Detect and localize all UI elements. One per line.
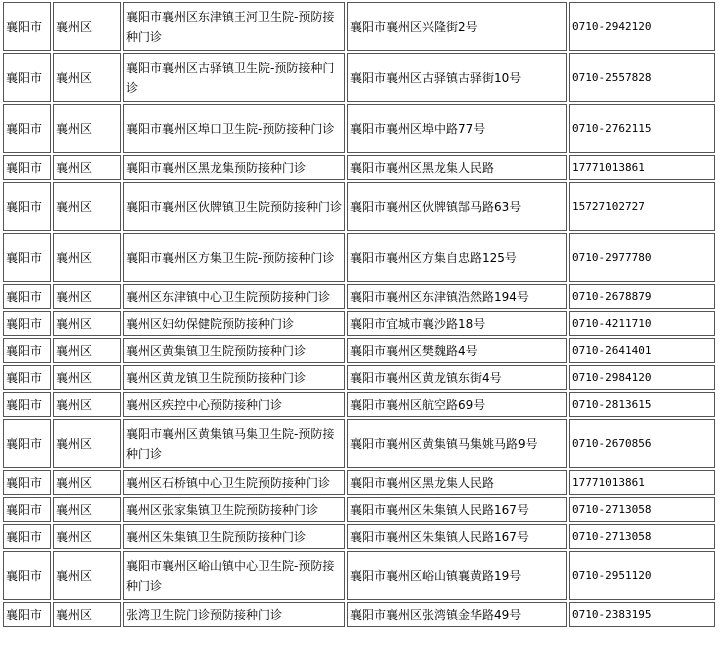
city-cell: 襄阳市 (3, 551, 51, 600)
phone-cell: 0710-2713058 (569, 524, 715, 549)
address-cell: 襄阳市襄州区黑龙集人民路 (347, 155, 567, 180)
phone-cell: 0710-2713058 (569, 497, 715, 522)
clinic-name-cell: 襄阳市襄州区古驿镇卫生院-预防接种门诊 (123, 53, 345, 102)
table-row (3, 419, 715, 468)
clinic-name-cell: 张湾卫生院门诊预防接种门诊 (123, 602, 345, 627)
clinic-name-cell: 襄阳市襄州区东津镇王河卫生院-预防接种门诊 (123, 2, 345, 51)
table-row (3, 104, 715, 153)
table-row (3, 365, 715, 390)
clinic-name-cell: 襄州区朱集镇卫生院预防接种门诊 (123, 524, 345, 549)
district-cell: 襄州区 (53, 392, 121, 417)
table-row (3, 524, 715, 549)
clinic-name-cell: 襄州区张家集镇卫生院预防接种门诊 (123, 497, 345, 522)
phone-cell: 0710-2984120 (569, 365, 715, 390)
table-row (3, 155, 715, 180)
district-cell: 襄州区 (53, 182, 121, 231)
district-cell: 襄州区 (53, 551, 121, 600)
district-cell: 襄州区 (53, 524, 121, 549)
clinic-name-cell: 襄阳市襄州区伙牌镇卫生院预防接种门诊 (123, 182, 345, 231)
clinic-name-cell: 襄阳市襄州区方集卫生院-预防接种门诊 (123, 233, 345, 282)
district-cell: 襄州区 (53, 470, 121, 495)
district-cell: 襄州区 (53, 602, 121, 627)
address-cell: 襄阳市襄州区东津镇浩然路194号 (347, 284, 567, 309)
address-cell: 襄阳市襄州区黄集镇马集姚马路9号 (347, 419, 567, 468)
clinic-name-cell: 襄阳市襄州区埠口卫生院-预防接种门诊 (123, 104, 345, 153)
phone-cell: 0710-2813615 (569, 392, 715, 417)
district-cell: 襄州区 (53, 311, 121, 336)
clinic-name-cell: 襄阳市襄州区黄集镇马集卫生院-预防接种门诊 (123, 419, 345, 468)
phone-cell: 0710-2670856 (569, 419, 715, 468)
table-row (3, 470, 715, 495)
address-cell: 襄阳市襄州区埠中路77号 (347, 104, 567, 153)
table-row (3, 233, 715, 282)
city-cell: 襄阳市 (3, 602, 51, 627)
table-row (3, 284, 715, 309)
city-cell: 襄阳市 (3, 53, 51, 102)
vaccination-clinic-table (1, 0, 717, 629)
phone-cell: 0710-2762115 (569, 104, 715, 153)
city-cell: 襄阳市 (3, 338, 51, 363)
clinic-name-cell: 襄阳市襄州区峪山镇中心卫生院-预防接种门诊 (123, 551, 345, 600)
address-cell: 襄阳市襄州区峪山镇襄黄路19号 (347, 551, 567, 600)
city-cell: 襄阳市 (3, 155, 51, 180)
district-cell: 襄州区 (53, 338, 121, 363)
city-cell: 襄阳市 (3, 2, 51, 51)
table-row (3, 392, 715, 417)
district-cell: 襄州区 (53, 2, 121, 51)
table-row (3, 497, 715, 522)
table-row (3, 311, 715, 336)
district-cell: 襄州区 (53, 419, 121, 468)
district-cell: 襄州区 (53, 155, 121, 180)
table-row (3, 551, 715, 600)
clinic-name-cell: 襄州区黄龙镇卫生院预防接种门诊 (123, 365, 345, 390)
clinic-name-cell: 襄州区东津镇中心卫生院预防接种门诊 (123, 284, 345, 309)
city-cell: 襄阳市 (3, 392, 51, 417)
phone-cell: 0710-2977780 (569, 233, 715, 282)
district-cell: 襄州区 (53, 284, 121, 309)
table-row (3, 602, 715, 627)
district-cell: 襄州区 (53, 53, 121, 102)
address-cell: 襄阳市襄州区古驿镇古驿街10号 (347, 53, 567, 102)
address-cell: 襄阳市襄州区朱集镇人民路167号 (347, 524, 567, 549)
address-cell: 襄阳市襄州区张湾镇金华路49号 (347, 602, 567, 627)
city-cell: 襄阳市 (3, 524, 51, 549)
address-cell: 襄阳市襄州区航空路69号 (347, 392, 567, 417)
table-row (3, 53, 715, 102)
city-cell: 襄阳市 (3, 284, 51, 309)
address-cell: 襄阳市襄州区兴隆街2号 (347, 2, 567, 51)
table-body (3, 2, 715, 627)
phone-cell: 0710-2678879 (569, 284, 715, 309)
phone-cell: 17771013861 (569, 155, 715, 180)
district-cell: 襄州区 (53, 233, 121, 282)
address-cell: 襄阳市襄州区黄龙镇东街4号 (347, 365, 567, 390)
city-cell: 襄阳市 (3, 182, 51, 231)
address-cell: 襄阳市襄州区樊魏路4号 (347, 338, 567, 363)
clinic-name-cell: 襄州区疾控中心预防接种门诊 (123, 392, 345, 417)
city-cell: 襄阳市 (3, 104, 51, 153)
city-cell: 襄阳市 (3, 311, 51, 336)
district-cell: 襄州区 (53, 365, 121, 390)
city-cell: 襄阳市 (3, 233, 51, 282)
phone-cell: 15727102727 (569, 182, 715, 231)
city-cell: 襄阳市 (3, 470, 51, 495)
address-cell: 襄阳市襄州区黑龙集人民路 (347, 470, 567, 495)
address-cell: 襄阳市襄州区朱集镇人民路167号 (347, 497, 567, 522)
clinic-name-cell: 襄州区石桥镇中心卫生院预防接种门诊 (123, 470, 345, 495)
phone-cell: 0710-2951120 (569, 551, 715, 600)
phone-cell: 17771013861 (569, 470, 715, 495)
district-cell: 襄州区 (53, 497, 121, 522)
city-cell: 襄阳市 (3, 497, 51, 522)
table-row (3, 182, 715, 231)
phone-cell: 0710-2942120 (569, 2, 715, 51)
address-cell: 襄阳市襄州区伙牌镇郜马路63号 (347, 182, 567, 231)
table-row (3, 2, 715, 51)
table-row (3, 338, 715, 363)
clinic-name-cell: 襄阳市襄州区黑龙集预防接种门诊 (123, 155, 345, 180)
district-cell: 襄州区 (53, 104, 121, 153)
city-cell: 襄阳市 (3, 365, 51, 390)
phone-cell: 0710-2383195 (569, 602, 715, 627)
phone-cell: 0710-2557828 (569, 53, 715, 102)
city-cell: 襄阳市 (3, 419, 51, 468)
address-cell: 襄阳市宜城市襄沙路18号 (347, 311, 567, 336)
phone-cell: 0710-4211710 (569, 311, 715, 336)
phone-cell: 0710-2641401 (569, 338, 715, 363)
clinic-name-cell: 襄州区妇幼保健院预防接种门诊 (123, 311, 345, 336)
address-cell: 襄阳市襄州区方集自忠路125号 (347, 233, 567, 282)
clinic-name-cell: 襄州区黄集镇卫生院预防接种门诊 (123, 338, 345, 363)
